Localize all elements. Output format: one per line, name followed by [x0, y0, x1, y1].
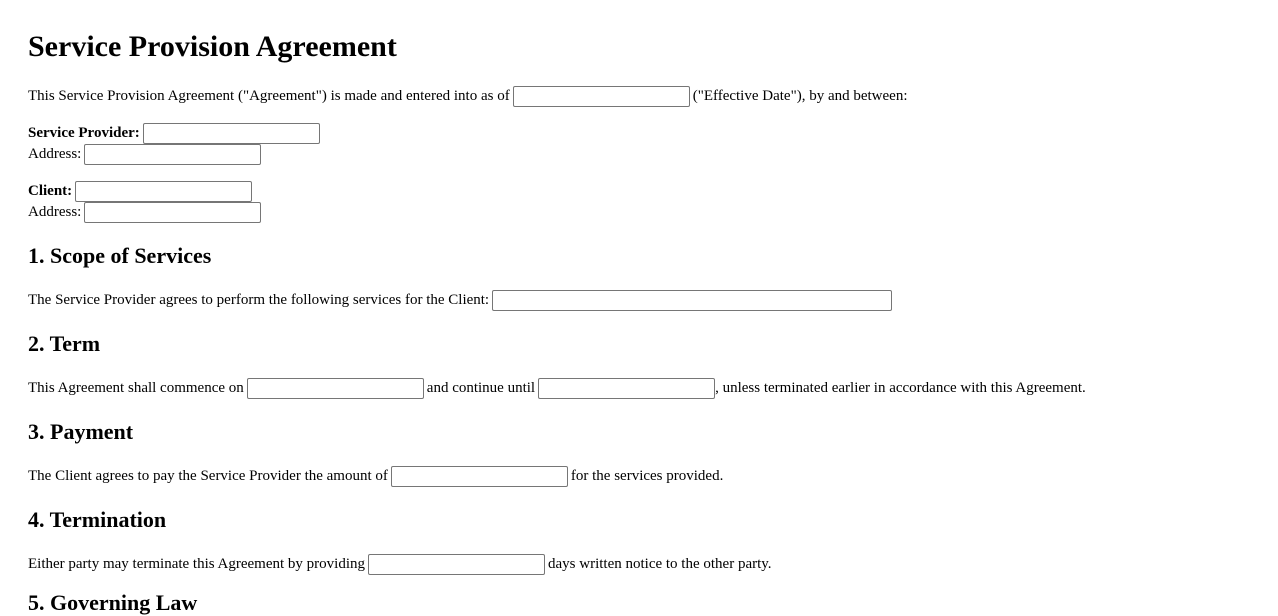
payment-text-before: The Client agrees to pay the Service Provider the amount of — [28, 468, 388, 484]
scope-paragraph — [28, 289, 895, 311]
provider-name-input[interactable] — [143, 123, 320, 144]
section-heading-termination: 4. Termination — [28, 507, 167, 532]
section-heading-payment: 3. Payment — [28, 419, 134, 444]
scope-services-input[interactable] — [492, 290, 892, 311]
client-address-input[interactable] — [84, 202, 261, 223]
provider-label: Service Provider: — [28, 125, 140, 141]
section-heading-term: 2. Term — [28, 331, 101, 356]
termination-text-after: days written notice to the other party. — [548, 556, 772, 572]
term-start-input[interactable] — [247, 378, 424, 399]
provider-address-row — [28, 143, 264, 165]
payment-amount-input[interactable] — [391, 466, 568, 487]
term-paragraph — [28, 377, 1086, 399]
effective-date-input[interactable] — [513, 86, 690, 107]
termination-text-before: Either party may terminate this Agreement by providing — [28, 556, 365, 572]
provider-address-label: Address: — [28, 146, 82, 162]
payment-paragraph — [28, 465, 723, 487]
provider-name-row — [28, 122, 323, 144]
client-label: Client: — [28, 183, 73, 199]
client-name-row — [28, 180, 255, 202]
provider-address-input[interactable] — [84, 144, 261, 165]
intro-text-before: This Service Provision Agreement ("Agreement") is made and entered into as of — [28, 88, 510, 104]
term-text-after: , unless terminated earlier in accordance with this Agreement. — [715, 380, 1086, 396]
termination-paragraph — [28, 553, 772, 575]
payment-text-after: for the services provided. — [570, 468, 724, 484]
scope-text: The Service Provider agrees to perform the following services for the Client: — [28, 292, 490, 308]
intro-paragraph — [28, 85, 908, 107]
termination-notice-days-input[interactable] — [368, 554, 545, 575]
section-heading-governing-law: 5. Governing Law — [28, 590, 198, 615]
term-text-middle: and continue until — [426, 380, 536, 396]
client-address-label: Address: — [28, 204, 82, 220]
client-address-row — [28, 201, 264, 223]
section-heading-scope: 1. Scope of Services — [28, 243, 212, 268]
term-text-before: This Agreement shall commence on — [28, 380, 244, 396]
term-end-input[interactable] — [538, 378, 715, 399]
page-title: Service Provision Agreement — [28, 30, 397, 63]
client-name-input[interactable] — [75, 181, 252, 202]
intro-text-after: ("Effective Date"), by and between: — [692, 88, 908, 104]
